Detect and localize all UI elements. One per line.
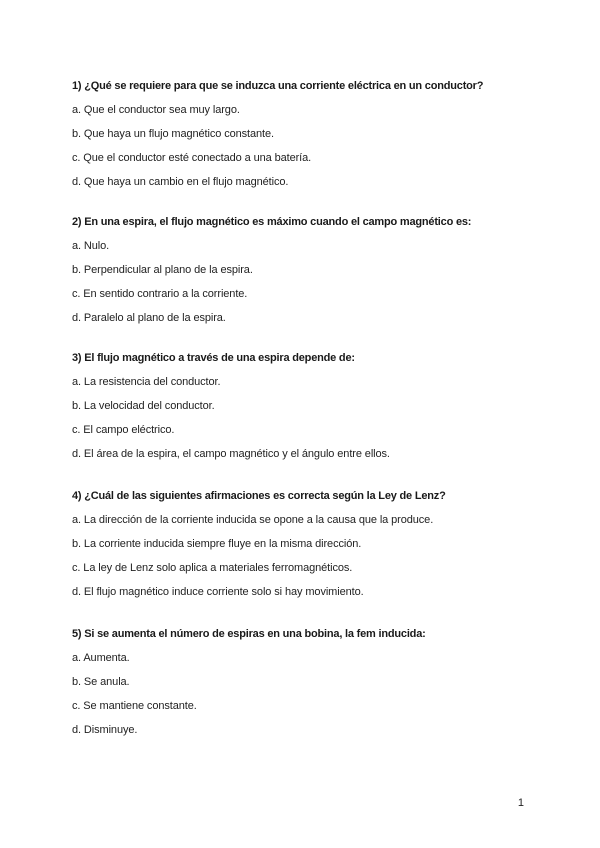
option-b: b. Perpendicular al plano de la espira. bbox=[72, 264, 253, 276]
option-a: a. Nulo. bbox=[72, 240, 110, 252]
option-b: b. La corriente inducida siempre fluye en la misma dirección. bbox=[72, 538, 362, 550]
option-b: b. Se anula. bbox=[72, 676, 130, 688]
question-title: 4) ¿Cuál de las siguientes afirmaciones es correcta según la Ley de Lenz? bbox=[72, 490, 446, 502]
option-list bbox=[72, 102, 542, 190]
option-a: a. Aumenta. bbox=[72, 652, 130, 664]
option-c: c. Se mantiene constante. bbox=[72, 700, 197, 712]
question-1 bbox=[72, 78, 542, 190]
option-list bbox=[72, 512, 542, 600]
option-c: c. La ley de Lenz solo aplica a materiales ferromagnéticos. bbox=[72, 562, 353, 574]
question-5 bbox=[72, 626, 542, 738]
option-a: a. La resistencia del conductor. bbox=[72, 376, 221, 388]
option-d: d. Disminuye. bbox=[72, 724, 138, 736]
question-title: 1) ¿Qué se requiere para que se induzca una corriente eléctrica en un conductor? bbox=[72, 80, 484, 92]
option-c: c. En sentido contrario a la corriente. bbox=[72, 288, 248, 300]
question-title: 2) En una espira, el flujo magnético es máximo cuando el campo magnético es: bbox=[72, 216, 472, 228]
option-d: d. Que haya un cambio en el flujo magnético. bbox=[72, 176, 289, 188]
option-a: a. Que el conductor sea muy largo. bbox=[72, 104, 240, 116]
question-title: 5) Si se aumenta el número de espiras en una bobina, la fem inducida: bbox=[72, 628, 426, 640]
option-d: d. Paralelo al plano de la espira. bbox=[72, 312, 226, 324]
page-number: 1 bbox=[517, 797, 524, 809]
question-title: 3) El flujo magnético a través de una espira depende de: bbox=[72, 352, 355, 364]
option-c: c. Que el conductor esté conectado a una batería. bbox=[72, 152, 312, 164]
option-c: c. El campo eléctrico. bbox=[72, 424, 175, 436]
question-list bbox=[72, 78, 542, 762]
question-2 bbox=[72, 214, 542, 326]
option-list bbox=[72, 374, 542, 462]
option-d: d. El flujo magnético induce corriente solo si hay movimiento. bbox=[72, 586, 364, 598]
option-d: d. El área de la espira, el campo magnético y el ángulo entre ellos. bbox=[72, 448, 390, 460]
option-b: b. La velocidad del conductor. bbox=[72, 400, 215, 412]
option-list bbox=[72, 650, 542, 738]
option-list bbox=[72, 238, 542, 326]
question-4 bbox=[72, 488, 542, 600]
option-a: a. La dirección de la corriente inducida se opone a la causa que la produce. bbox=[72, 514, 434, 526]
question-3 bbox=[72, 350, 542, 462]
option-b: b. Que haya un flujo magnético constante. bbox=[72, 128, 274, 140]
